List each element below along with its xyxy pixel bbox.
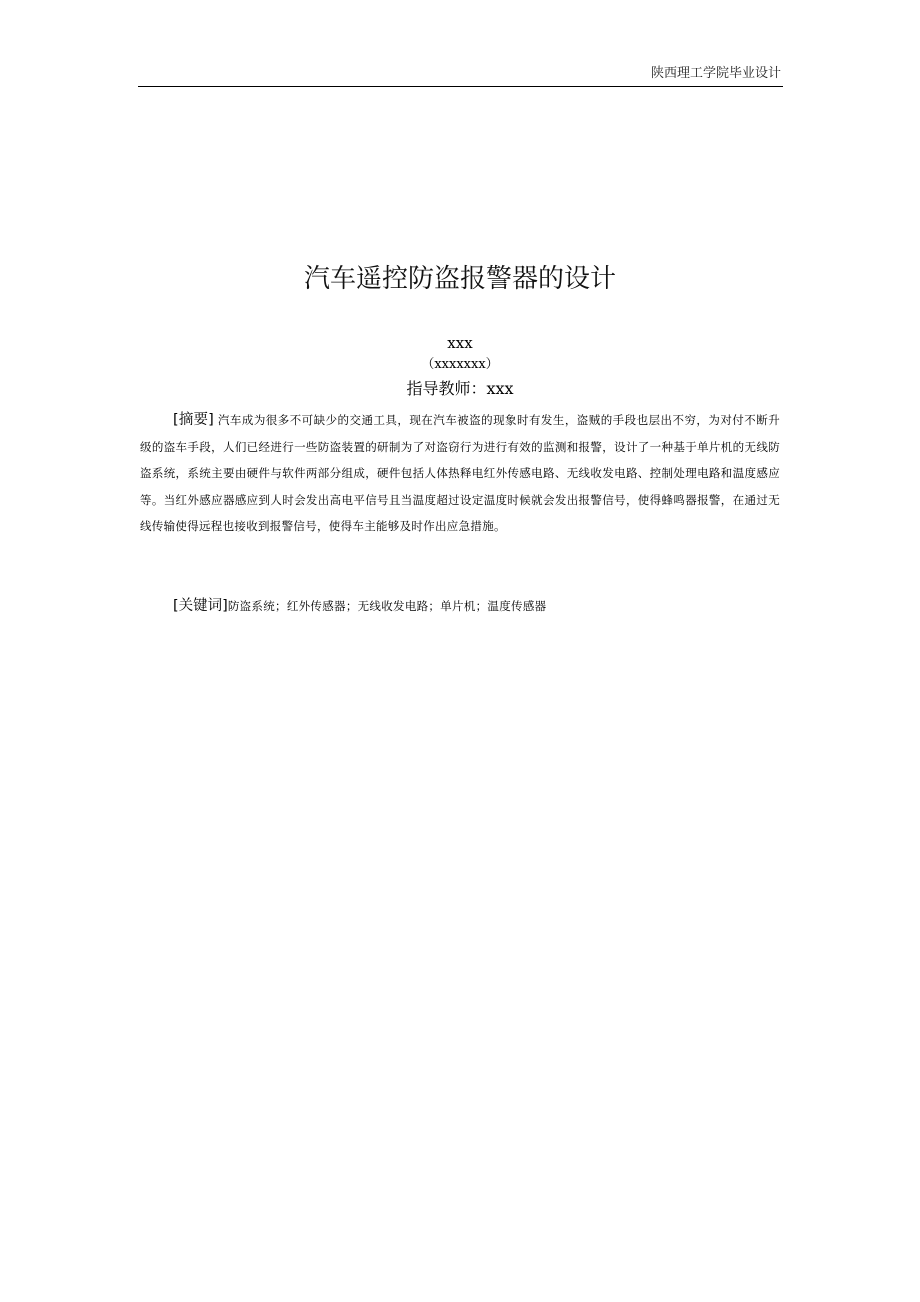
advisor-name: xxx <box>486 379 514 398</box>
paper-author: xxx <box>447 334 473 352</box>
paper-title: 汽车遥控防盗报警器的设计 <box>303 264 616 294</box>
keywords-text: 防盗系统；红外传感器；无线收发电路；单片机；温度传感器 <box>227 599 547 613</box>
advisor-label: 指导教师： <box>406 379 487 398</box>
abstract-paragraph <box>140 407 780 540</box>
paper-affiliation: （xxxxxxx） <box>421 357 499 372</box>
advisor-line <box>0 378 920 400</box>
keywords-label: [关键词] <box>173 598 228 614</box>
header-school: 陕西理工学院毕业设计 <box>650 66 781 81</box>
page-header <box>138 62 783 87</box>
keywords-paragraph <box>140 593 780 619</box>
abstract-label: [摘要] <box>173 412 214 428</box>
abstract-text: 汽车成为很多不可缺少的交通工具，现在汽车被盗的现象时有发生，盗贼的手段也层出不穷，为对付不断升级的盗车手段，人们已经进行一些防盗装置的研制为了对盗窃行为进行有效的监测和报警，设计了一种基于单片机的无线防盗系统，系统主要由硬件与软件两部分组成，硬件包括人体热释电红外传感电路、无线收发电路、控制处理电路和温度感应等。当红外感应器感应到人时会发出高电平信号且当温度超过设定温度时候就会发出报警信号，使得蜂鸣器报警，在通过无线传输使得远程也接收到报警信号，使得车主能够及时作出应急措施。 <box>140 413 780 533</box>
